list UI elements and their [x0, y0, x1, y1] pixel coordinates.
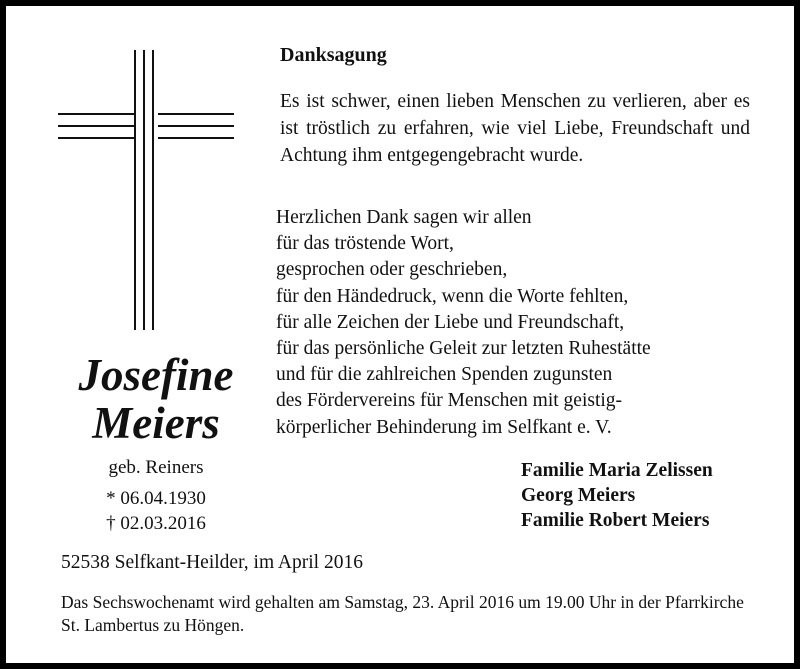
deceased-last-name: Meiers: [92, 398, 220, 448]
notice-heading: Danksagung: [280, 44, 387, 66]
thanks-line: gesprochen oder geschrieben,: [276, 259, 508, 281]
maiden-name: geb. Reiners: [108, 457, 204, 478]
place-date: 52538 Selfkant-Heilder, im April 2016: [61, 552, 363, 573]
deceased-first-name: Josefine: [78, 350, 234, 400]
cross-icon: [114, 50, 174, 330]
cross-arm-icon: [58, 106, 234, 146]
birth-date: * 06.04.1930: [106, 488, 206, 509]
thanks-line: für das persönliche Geleit zur letzten Ruhestätte: [276, 338, 651, 360]
thanks-line: körperlicher Behinderung im Selfkant e. V.: [276, 416, 612, 438]
death-date: † 02.03.2016: [106, 513, 206, 534]
thanks-list: [276, 205, 776, 441]
mass-notice: Das Sechswochenamt wird gehalten am Samstag, 23. April 2016 um 19.00 Uhr in der Pfarrkirche St. Lambertus zu Höngen.: [61, 592, 744, 635]
thanks-line: des Fördervereins für Menschen mit geistig-: [276, 390, 623, 412]
signers-list: [521, 458, 781, 533]
thanks-line: für das tröstende Wort,: [276, 233, 454, 255]
signer: Familie Maria Zelissen: [521, 460, 713, 481]
thanks-line: und für die zahlreichen Spenden zugunsten: [276, 364, 613, 386]
signer: Familie Robert Meiers: [521, 510, 710, 531]
thanks-line: Herzlichen Dank sagen wir allen: [276, 207, 532, 228]
intro-paragraph: Es ist schwer, einen lieben Menschen zu verlieren, aber es ist tröstlich zu erfahren, wie viel Liebe, Freundschaft und Achtung ihm entgegengebracht wurde.: [280, 91, 750, 166]
thanks-line: für alle Zeichen der Liebe und Freundschaft,: [276, 311, 625, 333]
signer: Georg Meiers: [521, 485, 636, 506]
thanks-line: für den Händedruck, wenn die Worte fehlten,: [276, 285, 629, 307]
